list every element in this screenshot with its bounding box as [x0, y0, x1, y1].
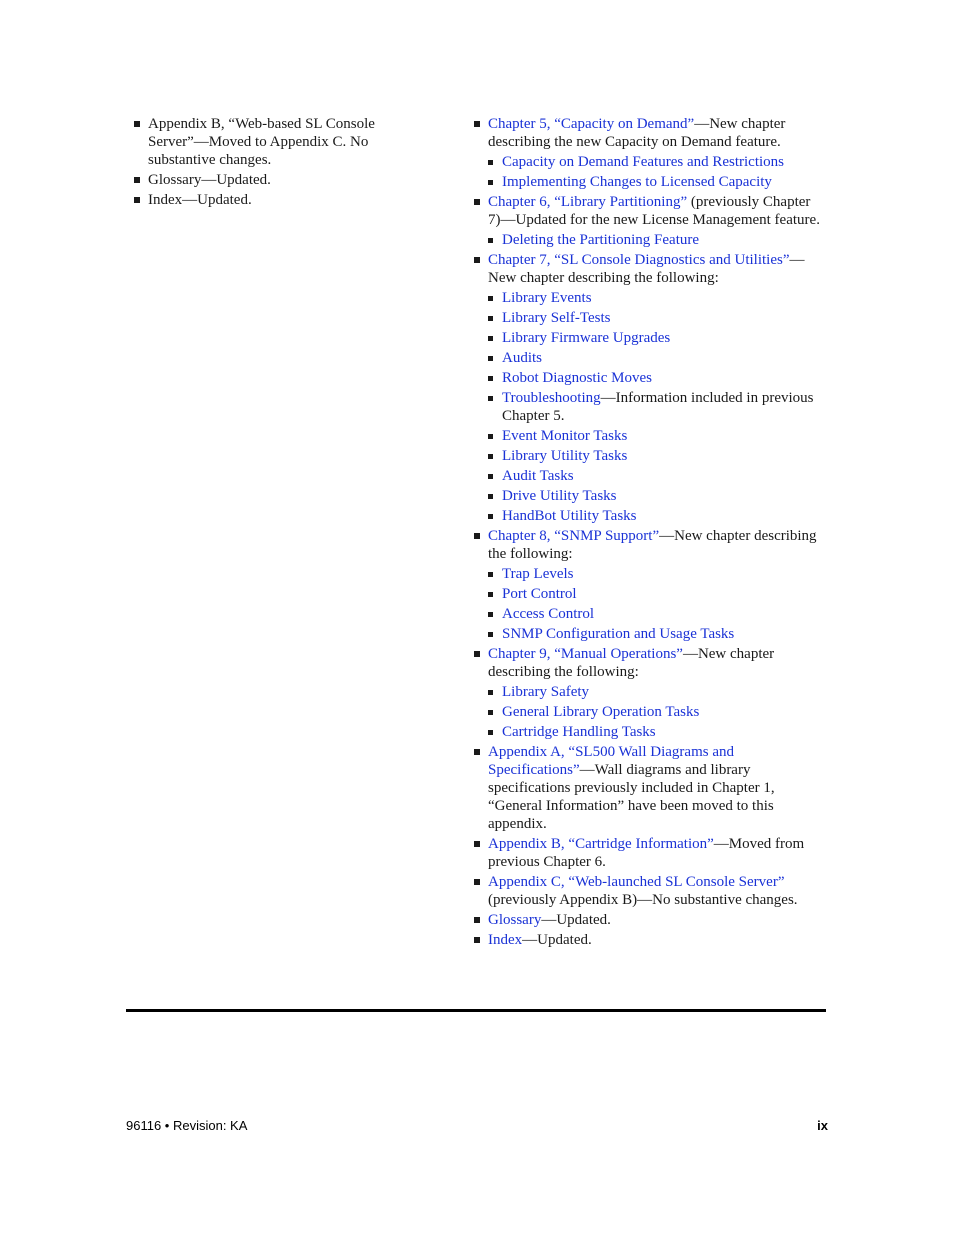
- link-index[interactable]: Index: [488, 932, 523, 948]
- item-text: Glossary—Updated.: [148, 172, 271, 188]
- item-text: —Updated.: [522, 932, 592, 948]
- link-chapter-5[interactable]: Chapter 5, “Capacity on Demand”: [488, 116, 695, 132]
- item-text: —Moved from previous Chapter 6.: [488, 836, 805, 870]
- item-text: Appendix B, “Web-based SL Console Server”—Moved to Appendix C. No substantive changes.: [148, 116, 375, 168]
- sublist-chapter-8: [488, 565, 826, 643]
- list-item-appendix-a: [474, 743, 826, 833]
- list-item: [488, 329, 826, 347]
- link-snmp-configuration[interactable]: SNMP Configuration and Usage Tasks: [502, 626, 735, 642]
- list-item: [488, 487, 826, 505]
- link-access-control[interactable]: Access Control: [502, 606, 595, 622]
- link-chapter-6[interactable]: Chapter 6, “Library Partitioning”: [488, 194, 688, 210]
- link-glossary[interactable]: Glossary: [488, 912, 542, 928]
- list-item: [488, 605, 826, 623]
- list-item-chapter-9: [474, 645, 826, 741]
- list-item: [488, 703, 826, 721]
- item-text: —New chapter describing the following:: [488, 252, 805, 286]
- list-item: [134, 191, 424, 209]
- footer-page-number: ix: [817, 1118, 828, 1133]
- list-item: [488, 309, 826, 327]
- right-change-list: [474, 115, 826, 949]
- right-column: [474, 115, 826, 951]
- list-item: [488, 565, 826, 583]
- list-item: [488, 173, 826, 191]
- item-text: Index—Updated.: [148, 192, 252, 208]
- item-text: —New chapter describing the following:: [488, 528, 817, 562]
- list-item: [488, 507, 826, 525]
- item-text: (previously Appendix B)—No substantive changes.: [488, 892, 798, 908]
- left-column: [134, 115, 424, 211]
- link-audits[interactable]: Audits: [502, 350, 543, 366]
- item-text: (previously Chapter 7)—Updated for the new License Management feature.: [488, 194, 820, 228]
- link-port-control[interactable]: Port Control: [502, 586, 577, 602]
- list-item-glossary: [474, 911, 826, 929]
- link-deleting-partitioning[interactable]: Deleting the Partitioning Feature: [502, 232, 700, 248]
- list-item: [488, 289, 826, 307]
- list-item-appendix-b: [474, 835, 826, 871]
- sublist-chapter-6: [488, 231, 826, 249]
- link-chapter-9[interactable]: Chapter 9, “Manual Operations”: [488, 646, 683, 662]
- link-library-firmware-upgrades[interactable]: Library Firmware Upgrades: [502, 330, 671, 346]
- item-text: —Information included in previous Chapter 5.: [502, 390, 814, 424]
- list-item-chapter-8: [474, 527, 826, 643]
- list-item-chapter-6: [474, 193, 826, 249]
- link-appendix-b[interactable]: Appendix B, “Cartridge Information”: [488, 836, 714, 852]
- link-library-self-tests[interactable]: Library Self-Tests: [502, 310, 611, 326]
- link-appendix-a[interactable]: Appendix A, “SL500 Wall Diagrams and Specifications”: [488, 744, 734, 778]
- list-item-chapter-7: [474, 251, 826, 525]
- link-implementing-changes[interactable]: Implementing Changes to Licensed Capacity: [502, 174, 772, 190]
- item-text: —Updated.: [541, 912, 611, 928]
- link-cartridge-handling[interactable]: Cartridge Handling Tasks: [502, 724, 656, 740]
- link-library-events[interactable]: Library Events: [502, 290, 592, 306]
- link-robot-diagnostic-moves[interactable]: Robot Diagnostic Moves: [502, 370, 652, 386]
- sublist-chapter-9: [488, 683, 826, 741]
- sublist-chapter-5: [488, 153, 826, 191]
- list-item: [488, 153, 826, 171]
- list-item: [488, 585, 826, 603]
- list-item: [488, 467, 826, 485]
- list-item: [134, 115, 424, 169]
- link-library-safety[interactable]: Library Safety: [502, 684, 590, 700]
- link-chapter-8[interactable]: Chapter 8, “SNMP Support”: [488, 528, 660, 544]
- link-general-library-operation[interactable]: General Library Operation Tasks: [502, 704, 700, 720]
- link-drive-utility-tasks[interactable]: Drive Utility Tasks: [502, 488, 617, 504]
- list-item: [488, 369, 826, 387]
- link-chapter-7[interactable]: Chapter 7, “SL Console Diagnostics and Utilities”: [488, 252, 790, 268]
- footer-doc-id: 96116 • Revision: KA: [126, 1118, 248, 1133]
- link-audit-tasks[interactable]: Audit Tasks: [502, 468, 574, 484]
- link-trap-levels[interactable]: Trap Levels: [502, 566, 574, 582]
- link-cod-features[interactable]: Capacity on Demand Features and Restrictions: [502, 154, 785, 170]
- horizontal-rule: [126, 1009, 826, 1012]
- link-event-monitor-tasks[interactable]: Event Monitor Tasks: [502, 428, 628, 444]
- link-library-utility-tasks[interactable]: Library Utility Tasks: [502, 448, 628, 464]
- list-item: [488, 231, 826, 249]
- item-text: —New chapter describing the new Capacity on Demand feature.: [488, 116, 786, 150]
- list-item-index: [474, 931, 826, 949]
- sublist-chapter-7: [488, 289, 826, 525]
- list-item: [134, 171, 424, 189]
- item-text: —New chapter describing the following:: [488, 646, 775, 680]
- list-item: [488, 625, 826, 643]
- list-item: [488, 723, 826, 741]
- list-item: [488, 447, 826, 465]
- link-handbot-utility-tasks[interactable]: HandBot Utility Tasks: [502, 508, 637, 524]
- list-item-chapter-5: [474, 115, 826, 191]
- link-appendix-c[interactable]: Appendix C, “Web-launched SL Console Server”: [488, 874, 785, 890]
- list-item-appendix-c: [474, 873, 826, 909]
- list-item: [488, 349, 826, 367]
- link-troubleshooting[interactable]: Troubleshooting: [502, 390, 601, 406]
- list-item: [488, 389, 826, 425]
- item-text: —Wall diagrams and library specifications previously included in Chapter 1, “General Information” have been moved to this appendix.: [488, 762, 775, 832]
- list-item: [488, 427, 826, 445]
- left-change-list: [134, 115, 424, 209]
- list-item: [488, 683, 826, 701]
